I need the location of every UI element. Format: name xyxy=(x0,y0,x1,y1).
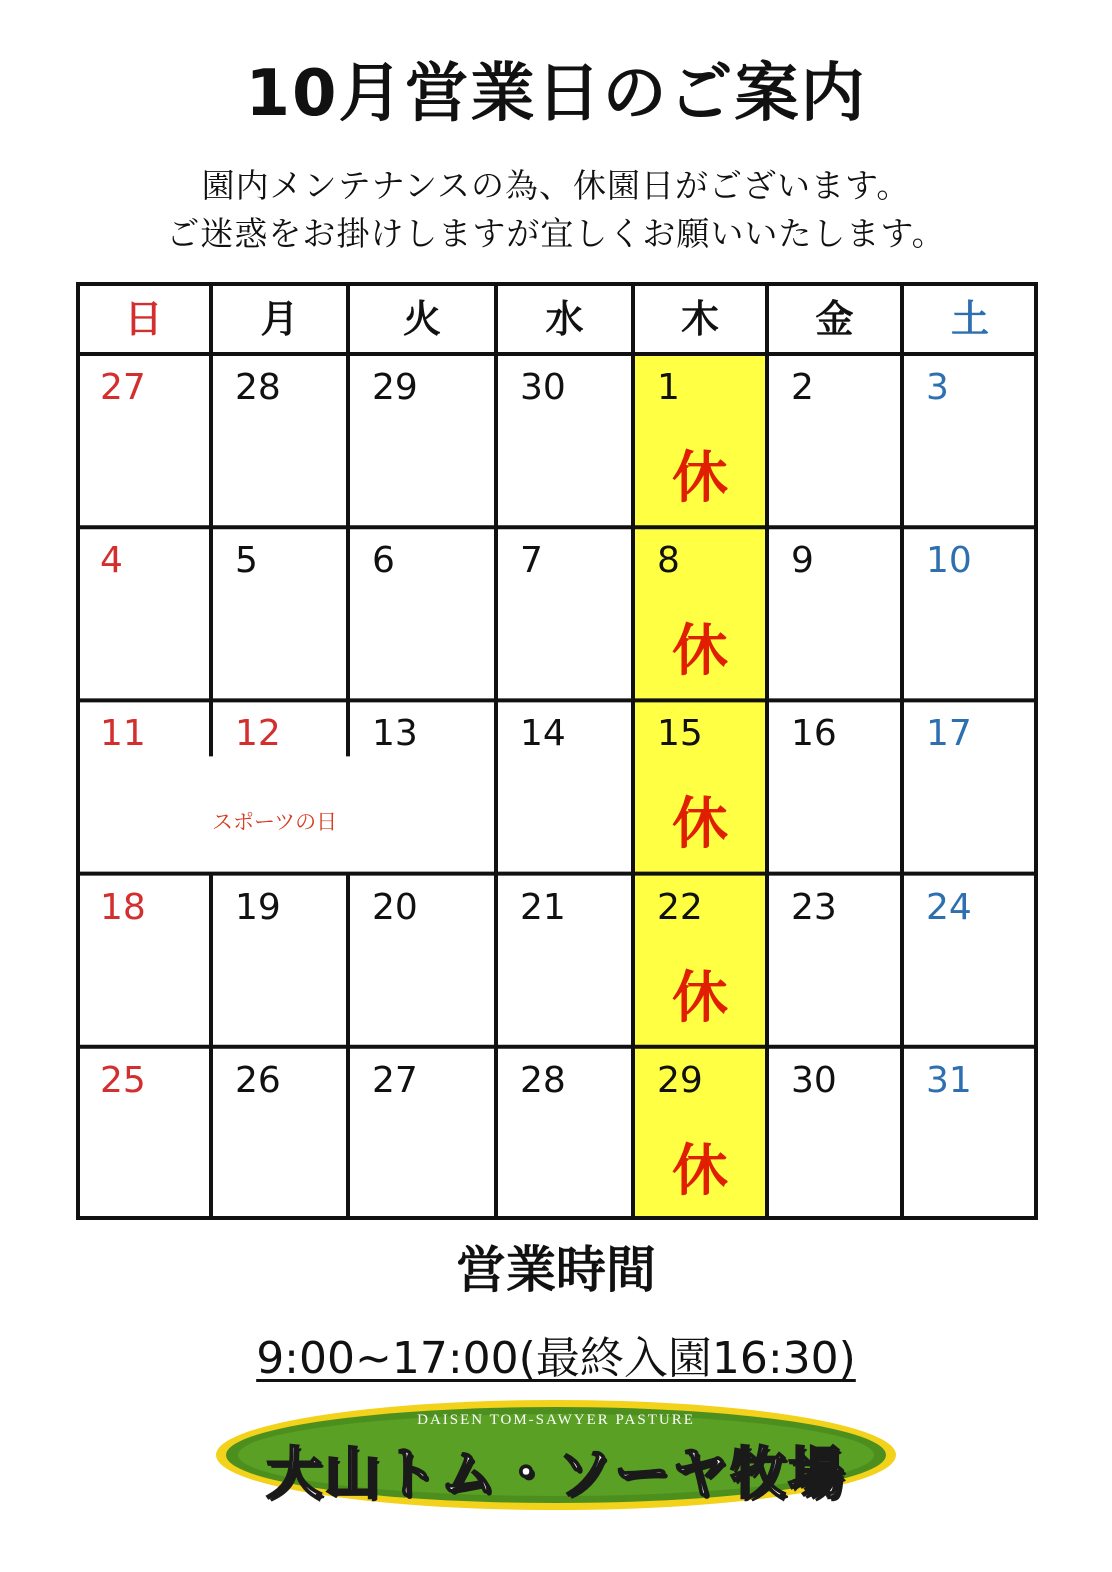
day-cell-number: 22 xyxy=(657,886,703,928)
day-cell-number: 25 xyxy=(100,1059,146,1101)
day-cell-number: 29 xyxy=(372,367,418,408)
day-cell-number: 12 xyxy=(235,713,281,755)
holiday-note: スポーツの日 xyxy=(212,810,338,834)
closed-mark: 休 xyxy=(672,1138,728,1204)
day-cell-number: 23 xyxy=(791,886,837,928)
closed-mark: 休 xyxy=(672,965,728,1031)
day-cell-number: 1 xyxy=(657,367,680,408)
day-cell-number: 5 xyxy=(235,540,258,582)
day-cell-number: 17 xyxy=(926,713,972,755)
closed-mark: 休 xyxy=(672,792,728,858)
closed-mark: 休 xyxy=(672,619,728,685)
day-cell-number: 18 xyxy=(100,886,146,928)
logo-name: 大山トム・ソーヤ牧場 xyxy=(266,1442,846,1507)
day-cell-number: 30 xyxy=(791,1059,837,1101)
day-cell-number: 26 xyxy=(235,1059,281,1101)
day-cell-number: 29 xyxy=(657,1059,703,1101)
day-cell-number: 31 xyxy=(926,1059,972,1101)
day-cell-number: 4 xyxy=(100,540,123,582)
day-cell-number: 27 xyxy=(100,367,146,408)
day-cell-number: 13 xyxy=(372,713,418,755)
weekday-fri: 金 xyxy=(815,297,854,341)
day-cell-number: 28 xyxy=(235,367,281,408)
day-cell-number: 30 xyxy=(520,367,566,408)
logo xyxy=(212,1396,900,1514)
page-title: 10月営業日のご案内 xyxy=(245,57,867,131)
day-cell-number: 28 xyxy=(520,1059,566,1101)
weekday-tue: 火 xyxy=(402,297,441,341)
calendar xyxy=(76,282,1038,1220)
day-cell-number: 9 xyxy=(791,540,814,582)
day-cell-number: 7 xyxy=(520,540,543,582)
day-cell-number: 21 xyxy=(520,886,566,928)
notice-line-2: ご迷惑をお掛けしますが宜しくお願いいたします。 xyxy=(166,214,946,253)
weekday-sat: 土 xyxy=(950,297,989,341)
day-cell-number: 10 xyxy=(926,540,972,582)
day-cell-number: 20 xyxy=(372,886,418,928)
day-cell-number: 16 xyxy=(791,713,837,755)
day-cell-number: 3 xyxy=(926,367,949,408)
hours-title: 営業時間 xyxy=(456,1241,656,1299)
day-cell-number: 27 xyxy=(372,1059,418,1101)
hours-time-row xyxy=(0,1322,1112,1386)
weekday-thu: 木 xyxy=(680,297,719,341)
day-cell-number: 15 xyxy=(657,713,703,755)
notice-line-1: 園内メンテナンスの為、休園日がございます。 xyxy=(201,166,911,205)
hours-time: 9:00~17:00(最終入園16:30) xyxy=(256,1333,856,1384)
weekday-mon: 月 xyxy=(260,297,299,341)
day-cell-number: 14 xyxy=(520,713,566,755)
day-cell-number: 8 xyxy=(657,540,680,582)
day-cell-number: 19 xyxy=(235,886,281,928)
weekday-sun: 日 xyxy=(124,297,163,341)
weekday-wed: 水 xyxy=(545,297,584,341)
closed-mark: 休 xyxy=(672,446,728,511)
day-cell-number: 2 xyxy=(791,367,814,408)
day-cell-number: 6 xyxy=(372,540,395,582)
logo-subtitle: DAISEN TOM-SAWYER PASTURE xyxy=(417,1412,695,1428)
day-cell-number: 24 xyxy=(926,886,972,928)
day-cell-number: 11 xyxy=(100,713,146,755)
